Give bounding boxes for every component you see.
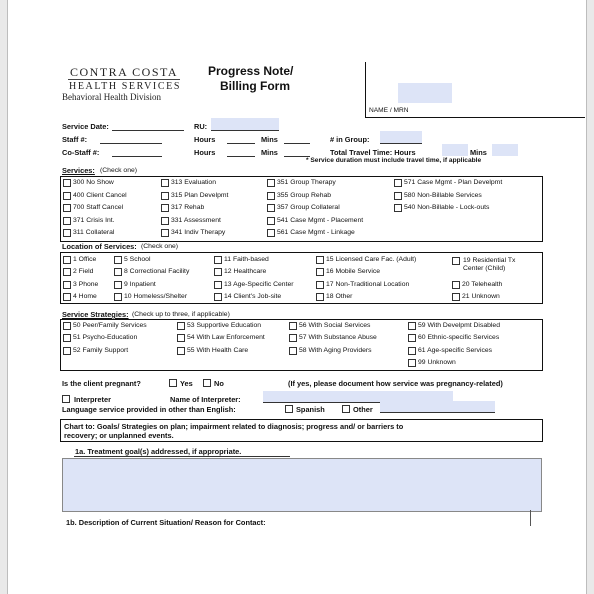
services-313-label: 313 Evaluation [171, 179, 216, 186]
services-313-checkbox[interactable] [161, 179, 169, 187]
interpreter-checkbox[interactable] [62, 395, 70, 403]
location-13-label: 13 Age-Specific Center [224, 280, 294, 288]
strategies-52-checkbox[interactable] [63, 347, 71, 355]
services-357-checkbox[interactable] [267, 204, 275, 212]
location-15-label: 15 Licensed Care Fac. (Adult) [326, 256, 417, 263]
location-5-checkbox[interactable] [114, 256, 122, 264]
co-staff-label: Co-Staff #: [62, 148, 100, 157]
other-language-checkbox[interactable] [342, 405, 350, 413]
location-21-checkbox[interactable] [452, 293, 460, 301]
location-4-label: 4 Home [73, 293, 97, 301]
hours-input-2[interactable] [227, 156, 255, 157]
strategies-61-label: 61 Age-specific Services [418, 346, 493, 354]
service-date-input[interactable] [112, 130, 184, 131]
location-14-label: 14 Client's Job-site [224, 293, 282, 301]
location-19-label-2: Center (Child) [463, 265, 506, 272]
strategies-60-label: 60 Ethnic-specific Services [418, 334, 500, 342]
services-351-label: 351 Group Therapy [277, 179, 336, 186]
services-540-label: 540 Non-Billable - Lock-outs [404, 204, 490, 212]
other-language-label: Other [353, 405, 373, 414]
pregnant-yes-label: Yes [180, 379, 193, 388]
hours-input-1[interactable] [227, 143, 255, 144]
interpreter-label: Interpreter [74, 395, 111, 404]
services-580-label: 580 Non-Billable Services [404, 191, 482, 199]
strategies-50-checkbox[interactable] [63, 322, 71, 330]
strategies-59-checkbox[interactable] [408, 322, 416, 330]
services-580-checkbox[interactable] [394, 192, 402, 200]
services-331-label: 331 Assessment [171, 216, 221, 224]
pregnant-note: (If yes, please document how service was pregnancy-related) [288, 379, 503, 388]
location-12-label: 12 Healthcare [224, 268, 267, 276]
location-12-checkbox[interactable] [214, 268, 222, 276]
strategies-58-checkbox[interactable] [289, 347, 297, 355]
services-351-checkbox[interactable] [267, 179, 275, 187]
location-20-label: 20 Telehealth [462, 280, 503, 288]
other-language-input[interactable] [380, 401, 495, 412]
location-19-label: 19 Residential Tx [463, 257, 516, 264]
services-357-label: 357 Group Collateral [277, 204, 340, 212]
services-315-checkbox[interactable] [161, 192, 169, 200]
name-mrn-field[interactable] [398, 83, 452, 103]
services-311-label: 311 Collateral [73, 229, 115, 237]
location-11-label: 11 Faith-based [224, 256, 269, 263]
travel-hours-input[interactable] [442, 144, 468, 156]
mins-input-1[interactable] [284, 143, 310, 144]
strategies-61-checkbox[interactable] [408, 347, 416, 355]
chart-instructions-line-2: recovery; or unplanned events. [64, 431, 174, 440]
staff-input[interactable] [100, 143, 162, 144]
service-duration-note: * Service duration must include travel time, if applicable [306, 157, 482, 164]
form-page [7, 0, 587, 594]
treatment-goals-textarea[interactable] [62, 458, 542, 512]
pregnant-no-checkbox[interactable] [203, 379, 211, 387]
strategies-heading: Service Strategies: [62, 310, 129, 319]
pregnant-yes-checkbox[interactable] [169, 379, 177, 387]
service-date-label: Service Date: [62, 122, 109, 131]
location-2-label: 2 Field [73, 268, 94, 276]
location-1-checkbox[interactable] [63, 256, 71, 264]
services-541-checkbox[interactable] [267, 217, 275, 225]
strategies-56-checkbox[interactable] [289, 322, 297, 330]
travel-time-label: Total Travel Time: Hours [330, 148, 416, 157]
services-hint: (Check one) [100, 167, 138, 174]
treatment-goals-rule [74, 456, 290, 457]
hours-label-1: Hours [194, 135, 216, 144]
spanish-label: Spanish [296, 405, 325, 414]
location-8-label: 8 Correctional Facility [124, 268, 190, 276]
strategies-55-checkbox[interactable] [177, 347, 185, 355]
logo-line-2: HEALTH SERVICES [69, 81, 182, 92]
services-371-checkbox[interactable] [63, 217, 71, 225]
location-18-label: 18 Other [326, 293, 353, 301]
services-571-checkbox[interactable] [394, 179, 402, 187]
strategies-51-label: 51 Psycho-Education [73, 334, 138, 342]
spanish-checkbox[interactable] [285, 405, 293, 413]
pregnant-no-label: No [214, 379, 224, 388]
services-700-label: 700 Staff Cancel [73, 204, 124, 212]
chart-instructions-line-1: Chart to: Goals/ Strategies on plan; impairment related to diagnosis; progress and/ or barriers to [64, 422, 404, 431]
logo-line-3: Behavioral Health Division [62, 92, 161, 102]
language-label: Language service provided in other than English: [62, 405, 236, 414]
location-hint: (Check one) [141, 243, 179, 250]
strategies-56-label: 56 With Social Services [299, 322, 371, 329]
services-341-label: 341 Indiv Therapy [171, 229, 226, 237]
strategies-99-label: 99 Unknown [418, 359, 456, 367]
services-355-label: 355 Group Rehab [277, 191, 332, 199]
interpreter-name-label: Name of Interpreter: [170, 395, 241, 404]
services-355-checkbox[interactable] [267, 192, 275, 200]
location-4-checkbox[interactable] [63, 293, 71, 301]
name-mrn-label: NAME / MRN [369, 107, 409, 114]
services-331-checkbox[interactable] [161, 217, 169, 225]
current-situation-divider [530, 510, 531, 526]
services-317-checkbox[interactable] [161, 204, 169, 212]
services-400-checkbox[interactable] [63, 192, 71, 200]
current-situation-label: 1b. Description of Current Situation/ Reason for Contact: [66, 518, 266, 527]
strategies-53-label: 53 Supportive Education [187, 322, 262, 329]
location-14-checkbox[interactable] [214, 293, 222, 301]
other-language-underline [380, 412, 495, 413]
mins-label-3: Mins [470, 148, 487, 157]
strategies-54-label: 54 With Law Enforcement [187, 334, 265, 342]
mins-label-1: Mins [261, 135, 278, 144]
services-541-label: 541 Case Mgmt - Placement [277, 216, 364, 224]
location-2-checkbox[interactable] [63, 268, 71, 276]
location-18-checkbox[interactable] [316, 293, 324, 301]
location-9-label: 9 Inpatient [124, 280, 156, 288]
hours-label-2: Hours [194, 148, 216, 157]
services-341-checkbox[interactable] [161, 229, 169, 237]
in-group-input[interactable] [380, 131, 422, 143]
services-311-checkbox[interactable] [63, 229, 71, 237]
co-staff-input[interactable] [112, 156, 162, 157]
location-10-checkbox[interactable] [114, 293, 122, 301]
location-13-checkbox[interactable] [214, 281, 222, 289]
strategies-58-label: 58 With Aging Providers [299, 346, 372, 354]
services-540-checkbox[interactable] [394, 204, 402, 212]
location-3-label: 3 Phone [73, 280, 99, 288]
location-9-checkbox[interactable] [114, 281, 122, 289]
strategies-50-label: 50 Peer/Family Services [73, 322, 147, 329]
staff-label: Staff #: [62, 135, 88, 144]
location-21-label: 21 Unknown [462, 293, 500, 301]
location-15-checkbox[interactable] [316, 256, 324, 264]
services-561-label: 561 Case Mgmt - Linkage [277, 229, 355, 237]
location-1-label: 1 Office [73, 256, 97, 263]
strategies-53-checkbox[interactable] [177, 322, 185, 330]
travel-mins-input[interactable] [492, 144, 518, 156]
location-8-checkbox[interactable] [114, 268, 122, 276]
location-19-checkbox[interactable] [452, 257, 460, 265]
strategies-51-checkbox[interactable] [63, 334, 71, 342]
location-heading: Location of Services: [62, 242, 137, 251]
form-title-line-1: Progress Note/ [208, 64, 294, 78]
treatment-goals-label: 1a. Treatment goal(s) addressed, if appropriate. [75, 447, 242, 456]
location-16-checkbox[interactable] [316, 268, 324, 276]
strategies-52-label: 52 Family Support [73, 346, 129, 354]
ru-label: RU: [194, 122, 208, 131]
ru-underline [211, 130, 279, 131]
strategies-99-checkbox[interactable] [408, 359, 416, 367]
strategies-55-label: 55 With Health Care [187, 346, 249, 354]
services-700-checkbox[interactable] [63, 204, 71, 212]
logo-line-1: CONTRA COSTA [70, 65, 179, 79]
location-17-checkbox[interactable] [316, 281, 324, 289]
strategies-57-checkbox[interactable] [289, 334, 297, 342]
services-561-checkbox[interactable] [267, 229, 275, 237]
services-315-label: 315 Plan Develpmt [171, 191, 229, 199]
services-300-label: 300 No Show [73, 179, 114, 186]
location-20-checkbox[interactable] [452, 281, 460, 289]
services-571-label: 571 Case Mgmt - Plan Develpmt [404, 179, 503, 186]
name-box-left-border [365, 62, 366, 117]
location-3-checkbox[interactable] [63, 281, 71, 289]
mins-label-2: Mins [261, 148, 278, 157]
services-heading: Services: [62, 166, 95, 175]
pregnant-question: Is the client pregnant? [62, 379, 141, 388]
services-300-checkbox[interactable] [63, 179, 71, 187]
strategies-57-label: 57 With Substance Abuse [299, 334, 377, 342]
in-group-label: # in Group: [330, 135, 370, 144]
logo-rule [68, 79, 180, 80]
location-16-label: 16 Mobile Service [326, 268, 381, 276]
strategies-54-checkbox[interactable] [177, 334, 185, 342]
strategies-hint: (Check up to three, if applicable) [132, 311, 230, 318]
in-group-underline [380, 143, 422, 144]
strategies-60-checkbox[interactable] [408, 334, 416, 342]
location-5-label: 5 School [124, 256, 151, 263]
name-box-bottom-border [365, 117, 585, 118]
location-17-label: 17 Non-Traditional Location [326, 280, 410, 288]
services-317-label: 317 Rehab [171, 204, 205, 212]
form-title-line-2: Billing Form [220, 79, 290, 93]
location-10-label: 10 Homeless/Shelter [124, 293, 188, 301]
location-11-checkbox[interactable] [214, 256, 222, 264]
strategies-59-label: 59 With Develpmt Disabled [418, 322, 500, 329]
services-400-label: 400 Client Cancel [73, 191, 127, 199]
services-371-label: 371 Crisis Int. [73, 216, 115, 224]
